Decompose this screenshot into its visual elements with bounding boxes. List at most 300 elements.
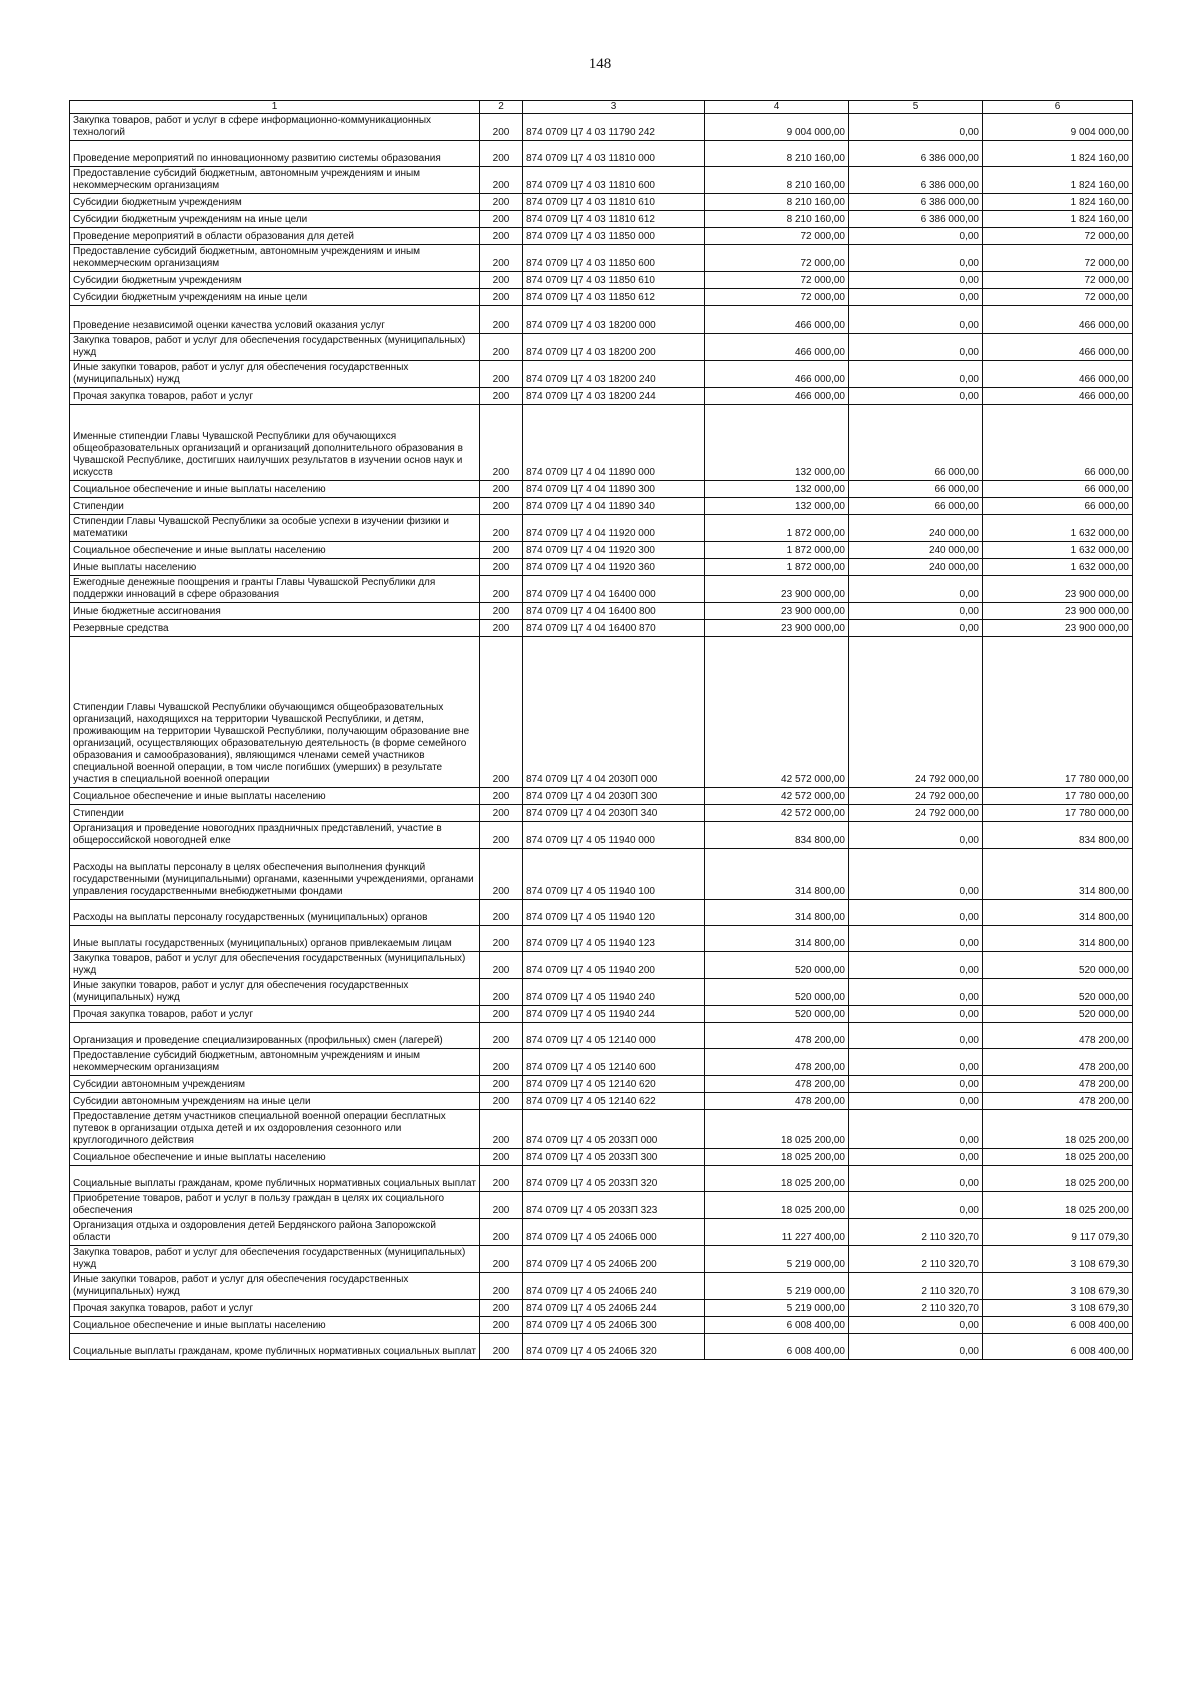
row-amount-change: 0,00 xyxy=(849,1166,983,1192)
table-row xyxy=(70,1110,1133,1149)
row-amount-change: 6 386 000,00 xyxy=(849,211,983,228)
row-amount-result: 9 117 079,30 xyxy=(983,1219,1133,1246)
row-amount-change: 24 792 000,00 xyxy=(849,805,983,822)
table-row xyxy=(70,1076,1133,1093)
row-code: 200 xyxy=(480,805,523,822)
row-code: 200 xyxy=(480,1166,523,1192)
table-row xyxy=(70,498,1133,515)
row-amount-change: 66 000,00 xyxy=(849,405,983,481)
row-code: 200 xyxy=(480,114,523,141)
row-amount-result: 478 200,00 xyxy=(983,1076,1133,1093)
table-row xyxy=(70,849,1133,900)
row-name: Субсидии автономным учреждениям на иные цели xyxy=(70,1093,480,1110)
row-name: Именные стипендии Главы Чувашской Республики для обучающихся общеобразовательных организаций и организаций дополнительного образования в Чувашской Республике, достигших наилучших результатов в изучении основ наук и искусств xyxy=(70,405,480,481)
row-amount-total: 18 025 200,00 xyxy=(705,1166,849,1192)
row-name: Социальное обеспечение и иные выплаты населению xyxy=(70,1317,480,1334)
row-amount-result: 72 000,00 xyxy=(983,228,1133,245)
row-kbk: 874 0709 Ц7 4 04 11890 340 xyxy=(523,498,705,515)
row-code: 200 xyxy=(480,559,523,576)
row-code: 200 xyxy=(480,211,523,228)
row-kbk: 874 0709 Ц7 4 03 11850 612 xyxy=(523,289,705,306)
row-amount-result: 6 008 400,00 xyxy=(983,1317,1133,1334)
row-kbk: 874 0709 Ц7 4 05 11940 123 xyxy=(523,926,705,952)
row-name: Прочая закупка товаров, работ и услуг xyxy=(70,1006,480,1023)
row-kbk: 874 0709 Ц7 4 05 11940 240 xyxy=(523,979,705,1006)
row-amount-change: 2 110 320,70 xyxy=(849,1273,983,1300)
row-amount-result: 3 108 679,30 xyxy=(983,1273,1133,1300)
table-row xyxy=(70,405,1133,481)
row-amount-total: 72 000,00 xyxy=(705,289,849,306)
row-name: Прочая закупка товаров, работ и услуг xyxy=(70,1300,480,1317)
row-kbk: 874 0709 Ц7 4 05 2406Б 240 xyxy=(523,1273,705,1300)
row-amount-total: 132 000,00 xyxy=(705,405,849,481)
row-name: Предоставление субсидий бюджетным, автономным учреждениям и иным некоммерческим организациям xyxy=(70,245,480,272)
row-name: Иные закупки товаров, работ и услуг для обеспечения государственных (муниципальных) нужд xyxy=(70,361,480,388)
table-row xyxy=(70,1049,1133,1076)
row-code: 200 xyxy=(480,1300,523,1317)
row-amount-result: 9 004 000,00 xyxy=(983,114,1133,141)
row-amount-result: 6 008 400,00 xyxy=(983,1334,1133,1360)
row-amount-change: 0,00 xyxy=(849,289,983,306)
row-amount-result: 478 200,00 xyxy=(983,1049,1133,1076)
row-kbk: 874 0709 Ц7 4 04 2030П 300 xyxy=(523,788,705,805)
row-amount-change: 0,00 xyxy=(849,620,983,637)
row-code: 200 xyxy=(480,1049,523,1076)
row-amount-total: 6 008 400,00 xyxy=(705,1334,849,1360)
row-amount-total: 1 872 000,00 xyxy=(705,542,849,559)
row-name: Проведение независимой оценки качества условий оказания услуг xyxy=(70,306,480,334)
row-kbk: 874 0709 Ц7 4 05 12140 620 xyxy=(523,1076,705,1093)
table-row xyxy=(70,141,1133,167)
row-kbk: 874 0709 Ц7 4 04 16400 000 xyxy=(523,576,705,603)
row-name: Социальное обеспечение и иные выплаты населению xyxy=(70,1149,480,1166)
row-amount-change: 6 386 000,00 xyxy=(849,167,983,194)
row-amount-total: 42 572 000,00 xyxy=(705,788,849,805)
row-name: Стипендии xyxy=(70,498,480,515)
table-row xyxy=(70,1300,1133,1317)
row-amount-result: 23 900 000,00 xyxy=(983,620,1133,637)
row-amount-result: 72 000,00 xyxy=(983,245,1133,272)
row-kbk: 874 0709 Ц7 4 05 2406Б 320 xyxy=(523,1334,705,1360)
row-amount-result: 18 025 200,00 xyxy=(983,1110,1133,1149)
row-name: Организация и проведение специализированных (профильных) смен (лагерей) xyxy=(70,1023,480,1049)
row-name: Субсидии бюджетным учреждениям xyxy=(70,272,480,289)
table-row xyxy=(70,481,1133,498)
header-cell-2: 2 xyxy=(480,101,523,114)
row-name: Стипендии Главы Чувашской Республики обучающимся общеобразовательных организаций, находящихся на территории Чувашской Республики, и детям, проживающим на территории Чувашской Республики, получающим образование вне организаций, осуществляющих образовательную деятельность (в форме семейного образования и самообразования), являющимся членами семей участников специальной военной операции, в том числе погибших (умерших) в результате участия в специальной военной операции xyxy=(70,637,480,788)
row-name: Иные закупки товаров, работ и услуг для обеспечения государственных (муниципальных) нужд xyxy=(70,979,480,1006)
row-code: 200 xyxy=(480,334,523,361)
row-amount-change: 0,00 xyxy=(849,849,983,900)
row-amount-result: 66 000,00 xyxy=(983,481,1133,498)
table-row xyxy=(70,245,1133,272)
row-kbk: 874 0709 Ц7 4 05 2406Б 200 xyxy=(523,1246,705,1273)
table-row xyxy=(70,603,1133,620)
row-amount-result: 72 000,00 xyxy=(983,272,1133,289)
row-amount-result: 1 632 000,00 xyxy=(983,515,1133,542)
row-amount-result: 314 800,00 xyxy=(983,926,1133,952)
table-row xyxy=(70,576,1133,603)
row-amount-change: 0,00 xyxy=(849,361,983,388)
row-amount-change: 0,00 xyxy=(849,272,983,289)
row-amount-total: 1 872 000,00 xyxy=(705,559,849,576)
row-code: 200 xyxy=(480,481,523,498)
row-code: 200 xyxy=(480,1149,523,1166)
row-kbk: 874 0709 Ц7 4 04 11920 000 xyxy=(523,515,705,542)
row-kbk: 874 0709 Ц7 4 04 16400 800 xyxy=(523,603,705,620)
row-amount-change: 240 000,00 xyxy=(849,542,983,559)
row-amount-result: 18 025 200,00 xyxy=(983,1149,1133,1166)
row-amount-result: 1 632 000,00 xyxy=(983,542,1133,559)
row-kbk: 874 0709 Ц7 4 05 2033П 000 xyxy=(523,1110,705,1149)
row-amount-total: 5 219 000,00 xyxy=(705,1273,849,1300)
row-amount-total: 478 200,00 xyxy=(705,1093,849,1110)
row-name: Стипендии Главы Чувашской Республики за особые успехи в изучении физики и математики xyxy=(70,515,480,542)
row-name: Закупка товаров, работ и услуг для обеспечения государственных (муниципальных) нужд xyxy=(70,952,480,979)
row-code: 200 xyxy=(480,542,523,559)
row-amount-result: 66 000,00 xyxy=(983,498,1133,515)
row-code: 200 xyxy=(480,900,523,926)
table-row xyxy=(70,1192,1133,1219)
row-kbk: 874 0709 Ц7 4 05 11940 244 xyxy=(523,1006,705,1023)
row-code: 200 xyxy=(480,272,523,289)
row-amount-change: 24 792 000,00 xyxy=(849,788,983,805)
header-cell-5: 5 xyxy=(849,101,983,114)
row-name: Субсидии бюджетным учреждениям xyxy=(70,194,480,211)
row-code: 200 xyxy=(480,1093,523,1110)
row-kbk: 874 0709 Ц7 4 05 2406Б 300 xyxy=(523,1317,705,1334)
row-kbk: 874 0709 Ц7 4 03 18200 240 xyxy=(523,361,705,388)
table-row xyxy=(70,1246,1133,1273)
table-row xyxy=(70,926,1133,952)
row-kbk: 874 0709 Ц7 4 04 16400 870 xyxy=(523,620,705,637)
row-amount-total: 6 008 400,00 xyxy=(705,1317,849,1334)
row-code: 200 xyxy=(480,620,523,637)
row-kbk: 874 0709 Ц7 4 03 11850 600 xyxy=(523,245,705,272)
header-cell-1: 1 xyxy=(70,101,480,114)
row-amount-result: 466 000,00 xyxy=(983,306,1133,334)
row-amount-total: 466 000,00 xyxy=(705,361,849,388)
row-name: Закупка товаров, работ и услуг для обеспечения государственных (муниципальных) нужд xyxy=(70,1246,480,1273)
row-amount-change: 0,00 xyxy=(849,1192,983,1219)
row-amount-result: 72 000,00 xyxy=(983,289,1133,306)
row-code: 200 xyxy=(480,926,523,952)
table-row xyxy=(70,1166,1133,1192)
row-amount-change: 24 792 000,00 xyxy=(849,637,983,788)
row-kbk: 874 0709 Ц7 4 03 11850 610 xyxy=(523,272,705,289)
row-amount-change: 0,00 xyxy=(849,822,983,849)
row-amount-change: 66 000,00 xyxy=(849,498,983,515)
row-amount-change: 0,00 xyxy=(849,576,983,603)
row-code: 200 xyxy=(480,822,523,849)
row-name: Иные закупки товаров, работ и услуг для обеспечения государственных (муниципальных) нужд xyxy=(70,1273,480,1300)
row-kbk: 874 0709 Ц7 4 05 12140 622 xyxy=(523,1093,705,1110)
row-amount-total: 42 572 000,00 xyxy=(705,805,849,822)
row-amount-total: 132 000,00 xyxy=(705,481,849,498)
table-row xyxy=(70,805,1133,822)
row-amount-total: 8 210 160,00 xyxy=(705,211,849,228)
row-amount-result: 466 000,00 xyxy=(983,361,1133,388)
row-kbk: 874 0709 Ц7 4 03 11850 000 xyxy=(523,228,705,245)
row-kbk: 874 0709 Ц7 4 05 11940 200 xyxy=(523,952,705,979)
row-amount-change: 0,00 xyxy=(849,1110,983,1149)
row-kbk: 874 0709 Ц7 4 04 2030П 000 xyxy=(523,637,705,788)
table-row xyxy=(70,289,1133,306)
row-amount-change: 0,00 xyxy=(849,306,983,334)
table-row xyxy=(70,211,1133,228)
row-code: 200 xyxy=(480,1192,523,1219)
row-amount-result: 478 200,00 xyxy=(983,1023,1133,1049)
row-code: 200 xyxy=(480,1110,523,1149)
table-row xyxy=(70,334,1133,361)
row-code: 200 xyxy=(480,1219,523,1246)
row-amount-total: 478 200,00 xyxy=(705,1049,849,1076)
row-amount-total: 8 210 160,00 xyxy=(705,194,849,211)
table-row xyxy=(70,388,1133,405)
budget-table xyxy=(69,100,1133,1360)
row-kbk: 874 0709 Ц7 4 03 18200 000 xyxy=(523,306,705,334)
table-row xyxy=(70,900,1133,926)
row-amount-change: 0,00 xyxy=(849,1023,983,1049)
row-amount-total: 314 800,00 xyxy=(705,900,849,926)
row-amount-result: 23 900 000,00 xyxy=(983,603,1133,620)
row-amount-total: 18 025 200,00 xyxy=(705,1149,849,1166)
row-code: 200 xyxy=(480,306,523,334)
row-amount-change: 0,00 xyxy=(849,114,983,141)
row-amount-result: 3 108 679,30 xyxy=(983,1300,1133,1317)
row-name: Предоставление детям участников специальной военной операции бесплатных путевок в организации отдыха детей и их оздоровления сезонного или круглогодичного действия xyxy=(70,1110,480,1149)
row-amount-change: 2 110 320,70 xyxy=(849,1246,983,1273)
row-amount-total: 72 000,00 xyxy=(705,245,849,272)
row-code: 200 xyxy=(480,405,523,481)
row-amount-result: 18 025 200,00 xyxy=(983,1192,1133,1219)
row-name: Закупка товаров, работ и услуг в сфере информационно-коммуникационных технологий xyxy=(70,114,480,141)
row-kbk: 874 0709 Ц7 4 05 11940 000 xyxy=(523,822,705,849)
row-amount-result: 17 780 000,00 xyxy=(983,805,1133,822)
row-code: 200 xyxy=(480,576,523,603)
row-amount-result: 1 824 160,00 xyxy=(983,141,1133,167)
table-row xyxy=(70,1334,1133,1360)
row-amount-total: 314 800,00 xyxy=(705,849,849,900)
row-amount-total: 1 872 000,00 xyxy=(705,515,849,542)
row-name: Социальные выплаты гражданам, кроме публичных нормативных социальных выплат xyxy=(70,1334,480,1360)
row-code: 200 xyxy=(480,515,523,542)
row-amount-change: 240 000,00 xyxy=(849,515,983,542)
row-amount-change: 0,00 xyxy=(849,1149,983,1166)
row-kbk: 874 0709 Ц7 4 04 11920 300 xyxy=(523,542,705,559)
row-amount-change: 0,00 xyxy=(849,952,983,979)
table-row xyxy=(70,1006,1133,1023)
row-amount-change: 0,00 xyxy=(849,1049,983,1076)
row-amount-change: 6 386 000,00 xyxy=(849,141,983,167)
header-cell-3: 3 xyxy=(523,101,705,114)
table-row xyxy=(70,167,1133,194)
row-amount-result: 17 780 000,00 xyxy=(983,788,1133,805)
table-row xyxy=(70,515,1133,542)
table-row xyxy=(70,1273,1133,1300)
row-amount-change: 0,00 xyxy=(849,1076,983,1093)
row-code: 200 xyxy=(480,637,523,788)
row-amount-total: 520 000,00 xyxy=(705,952,849,979)
row-amount-result: 17 780 000,00 xyxy=(983,637,1133,788)
row-amount-change: 0,00 xyxy=(849,900,983,926)
row-amount-change: 0,00 xyxy=(849,1006,983,1023)
row-name: Проведение мероприятий по инновационному развитию системы образования xyxy=(70,141,480,167)
row-name: Субсидии автономным учреждениям xyxy=(70,1076,480,1093)
row-kbk: 874 0709 Ц7 4 05 2033П 320 xyxy=(523,1166,705,1192)
row-name: Организация отдыха и оздоровления детей Бердянского района Запорожской области xyxy=(70,1219,480,1246)
row-amount-total: 466 000,00 xyxy=(705,334,849,361)
row-kbk: 874 0709 Ц7 4 05 2033П 323 xyxy=(523,1192,705,1219)
table-row xyxy=(70,788,1133,805)
table-row xyxy=(70,822,1133,849)
row-kbk: 874 0709 Ц7 4 03 11810 610 xyxy=(523,194,705,211)
table-row xyxy=(70,637,1133,788)
row-amount-change: 0,00 xyxy=(849,926,983,952)
row-amount-change: 0,00 xyxy=(849,1093,983,1110)
table-row xyxy=(70,306,1133,334)
row-amount-change: 0,00 xyxy=(849,603,983,620)
row-name: Иные бюджетные ассигнования xyxy=(70,603,480,620)
table-row xyxy=(70,114,1133,141)
row-amount-change: 0,00 xyxy=(849,1317,983,1334)
row-amount-total: 834 800,00 xyxy=(705,822,849,849)
row-code: 200 xyxy=(480,388,523,405)
row-kbk: 874 0709 Ц7 4 03 11810 000 xyxy=(523,141,705,167)
row-amount-total: 5 219 000,00 xyxy=(705,1246,849,1273)
table-row xyxy=(70,272,1133,289)
row-code: 200 xyxy=(480,1317,523,1334)
row-name: Предоставление субсидий бюджетным, автономным учреждениям и иным некоммерческим организациям xyxy=(70,1049,480,1076)
table-row xyxy=(70,1219,1133,1246)
row-code: 200 xyxy=(480,498,523,515)
row-code: 200 xyxy=(480,952,523,979)
row-name: Расходы на выплаты персоналу в целях обеспечения выполнения функций государственными (муниципальными) органами, казенными учреждениями, органами управления государственными внебюджетными фондами xyxy=(70,849,480,900)
row-name: Проведение мероприятий в области образования для детей xyxy=(70,228,480,245)
row-amount-result: 1 824 160,00 xyxy=(983,167,1133,194)
row-kbk: 874 0709 Ц7 4 04 2030П 340 xyxy=(523,805,705,822)
row-amount-change: 2 110 320,70 xyxy=(849,1219,983,1246)
row-name: Субсидии бюджетным учреждениям на иные цели xyxy=(70,289,480,306)
row-amount-result: 520 000,00 xyxy=(983,1006,1133,1023)
row-code: 200 xyxy=(480,849,523,900)
row-amount-change: 0,00 xyxy=(849,979,983,1006)
row-amount-result: 23 900 000,00 xyxy=(983,576,1133,603)
row-kbk: 874 0709 Ц7 4 04 11920 360 xyxy=(523,559,705,576)
page-number: 148 xyxy=(588,56,612,72)
row-amount-total: 23 900 000,00 xyxy=(705,620,849,637)
row-kbk: 874 0709 Ц7 4 05 12140 000 xyxy=(523,1023,705,1049)
row-amount-change: 0,00 xyxy=(849,245,983,272)
row-amount-result: 3 108 679,30 xyxy=(983,1246,1133,1273)
row-amount-result: 520 000,00 xyxy=(983,952,1133,979)
row-kbk: 874 0709 Ц7 4 05 2033П 300 xyxy=(523,1149,705,1166)
row-amount-total: 18 025 200,00 xyxy=(705,1192,849,1219)
row-name: Иные выплаты государственных (муниципальных) органов привлекаемым лицам xyxy=(70,926,480,952)
row-code: 200 xyxy=(480,1023,523,1049)
row-amount-total: 478 200,00 xyxy=(705,1076,849,1093)
row-name: Стипендии xyxy=(70,805,480,822)
row-amount-total: 314 800,00 xyxy=(705,926,849,952)
row-code: 200 xyxy=(480,361,523,388)
row-name: Прочая закупка товаров, работ и услуг xyxy=(70,388,480,405)
row-kbk: 874 0709 Ц7 4 03 11790 242 xyxy=(523,114,705,141)
row-code: 200 xyxy=(480,167,523,194)
row-amount-change: 66 000,00 xyxy=(849,481,983,498)
row-amount-total: 5 219 000,00 xyxy=(705,1300,849,1317)
row-amount-result: 834 800,00 xyxy=(983,822,1133,849)
row-kbk: 874 0709 Ц7 4 05 11940 100 xyxy=(523,849,705,900)
table-row xyxy=(70,1023,1133,1049)
row-amount-result: 478 200,00 xyxy=(983,1093,1133,1110)
table-row xyxy=(70,194,1133,211)
table-row xyxy=(70,620,1133,637)
row-name: Закупка товаров, работ и услуг для обеспечения государственных (муниципальных) нужд xyxy=(70,334,480,361)
row-kbk: 874 0709 Ц7 4 05 12140 600 xyxy=(523,1049,705,1076)
row-amount-total: 9 004 000,00 xyxy=(705,114,849,141)
row-code: 200 xyxy=(480,1006,523,1023)
row-kbk: 874 0709 Ц7 4 05 11940 120 xyxy=(523,900,705,926)
row-amount-total: 72 000,00 xyxy=(705,272,849,289)
row-amount-total: 466 000,00 xyxy=(705,388,849,405)
row-code: 200 xyxy=(480,289,523,306)
row-code: 200 xyxy=(480,1076,523,1093)
table-row xyxy=(70,1149,1133,1166)
row-kbk: 874 0709 Ц7 4 03 11810 612 xyxy=(523,211,705,228)
row-name: Социальные выплаты гражданам, кроме публичных нормативных социальных выплат xyxy=(70,1166,480,1192)
row-name: Приобретение товаров, работ и услуг в пользу граждан в целях их социального обеспечения xyxy=(70,1192,480,1219)
row-amount-total: 8 210 160,00 xyxy=(705,141,849,167)
row-amount-result: 18 025 200,00 xyxy=(983,1166,1133,1192)
row-amount-total: 8 210 160,00 xyxy=(705,167,849,194)
row-amount-total: 11 227 400,00 xyxy=(705,1219,849,1246)
row-kbk: 874 0709 Ц7 4 05 2406Б 000 xyxy=(523,1219,705,1246)
row-code: 200 xyxy=(480,228,523,245)
row-kbk: 874 0709 Ц7 4 04 11890 300 xyxy=(523,481,705,498)
row-name: Организация и проведение новогодних праздничных представлений, участие в общероссийской новогодней елке xyxy=(70,822,480,849)
row-name: Социальное обеспечение и иные выплаты населению xyxy=(70,481,480,498)
row-amount-change: 6 386 000,00 xyxy=(849,194,983,211)
header-cell-6: 6 xyxy=(983,101,1133,114)
row-amount-change: 240 000,00 xyxy=(849,559,983,576)
row-kbk: 874 0709 Ц7 4 05 2406Б 244 xyxy=(523,1300,705,1317)
row-code: 200 xyxy=(480,1246,523,1273)
row-name: Субсидии бюджетным учреждениям на иные цели xyxy=(70,211,480,228)
row-name: Иные выплаты населению xyxy=(70,559,480,576)
row-code: 200 xyxy=(480,141,523,167)
table-row xyxy=(70,979,1133,1006)
row-kbk: 874 0709 Ц7 4 03 11810 600 xyxy=(523,167,705,194)
row-amount-change: 0,00 xyxy=(849,1334,983,1360)
row-amount-result: 520 000,00 xyxy=(983,979,1133,1006)
row-amount-result: 66 000,00 xyxy=(983,405,1133,481)
table-row xyxy=(70,542,1133,559)
row-code: 200 xyxy=(480,1334,523,1360)
row-amount-change: 0,00 xyxy=(849,388,983,405)
row-amount-total: 478 200,00 xyxy=(705,1023,849,1049)
row-amount-total: 42 572 000,00 xyxy=(705,637,849,788)
row-amount-result: 1 632 000,00 xyxy=(983,559,1133,576)
header-cell-4: 4 xyxy=(705,101,849,114)
row-kbk: 874 0709 Ц7 4 03 18200 244 xyxy=(523,388,705,405)
table-row xyxy=(70,952,1133,979)
table-row xyxy=(70,1093,1133,1110)
row-amount-total: 520 000,00 xyxy=(705,1006,849,1023)
row-amount-result: 314 800,00 xyxy=(983,900,1133,926)
row-amount-total: 132 000,00 xyxy=(705,498,849,515)
table-row xyxy=(70,559,1133,576)
table-row xyxy=(70,361,1133,388)
